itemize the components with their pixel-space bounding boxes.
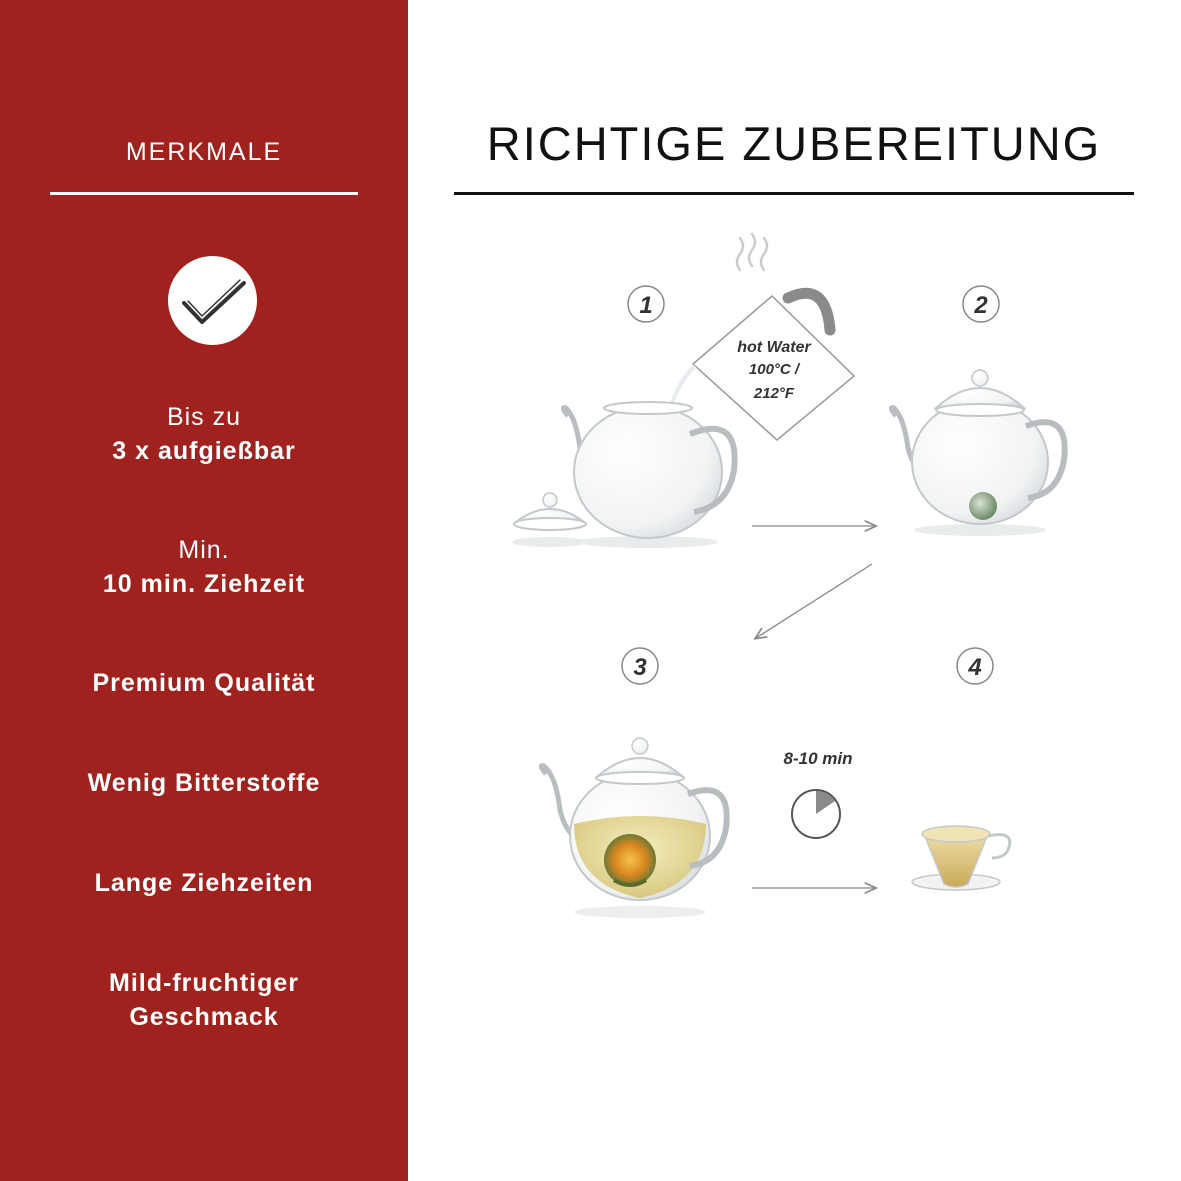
feature-infusions-line-1: Bis zu bbox=[166, 403, 242, 431]
step-4-badge bbox=[957, 648, 993, 684]
sidebar-heading: MERKMALE bbox=[125, 138, 283, 166]
tea-cup-icon bbox=[912, 826, 1010, 890]
feature-infusions bbox=[0, 400, 408, 468]
features-sidebar bbox=[0, 0, 408, 1181]
teapot-with-tea-ball-icon bbox=[891, 370, 1064, 536]
feature-quality bbox=[0, 666, 408, 700]
feature-taste bbox=[0, 966, 408, 1034]
timer-label: 8-10 min bbox=[783, 749, 853, 768]
feature-steep-time-line-1: Min. bbox=[178, 536, 230, 564]
feature-taste-line-2: Geschmack bbox=[129, 1003, 279, 1031]
steam-icon bbox=[737, 234, 767, 270]
step-1-number: 1 bbox=[639, 292, 653, 319]
feature-taste-line-1: Mild-fruchtiger bbox=[109, 969, 299, 997]
hot-water-line-1: hot Water bbox=[737, 339, 811, 356]
step-2-number: 2 bbox=[974, 292, 988, 319]
teapot-with-blooming-tea-icon bbox=[541, 738, 726, 918]
feature-long-steeping bbox=[0, 866, 408, 900]
feature-bitterness bbox=[0, 766, 408, 800]
sidebar-divider bbox=[50, 192, 358, 195]
empty-teapot-icon bbox=[563, 402, 734, 548]
step-3-badge bbox=[622, 648, 658, 684]
arrow-step2-to-step3 bbox=[756, 564, 872, 638]
feature-steep-time bbox=[0, 533, 408, 601]
step-2-badge bbox=[963, 286, 999, 322]
title-divider bbox=[454, 192, 1134, 195]
step-4-number: 4 bbox=[968, 654, 982, 681]
step-1-badge bbox=[628, 286, 664, 322]
feature-infusions-line-2: 3 x aufgießbar bbox=[112, 437, 296, 465]
feature-bitterness-line-1: Wenig Bitterstoffe bbox=[87, 769, 321, 797]
feature-quality-line-1: Premium Qualität bbox=[92, 669, 316, 697]
preparation-steps-diagram bbox=[470, 230, 1150, 990]
page-title: RICHTIGE ZUBEREITUNG bbox=[486, 117, 1102, 170]
hot-water-jug-icon bbox=[693, 293, 854, 440]
feature-long-steeping-line-1: Lange Ziehzeiten bbox=[94, 869, 314, 897]
checkmark-icon bbox=[168, 256, 257, 345]
timer-icon bbox=[792, 790, 840, 838]
step-3-number: 3 bbox=[633, 654, 647, 681]
hot-water-line-3: 212°F bbox=[753, 385, 795, 402]
teapot-lid-icon bbox=[512, 493, 588, 547]
hot-water-line-2: 100°C / bbox=[748, 361, 800, 378]
feature-steep-time-line-2: 10 min. Ziehzeit bbox=[102, 570, 306, 598]
